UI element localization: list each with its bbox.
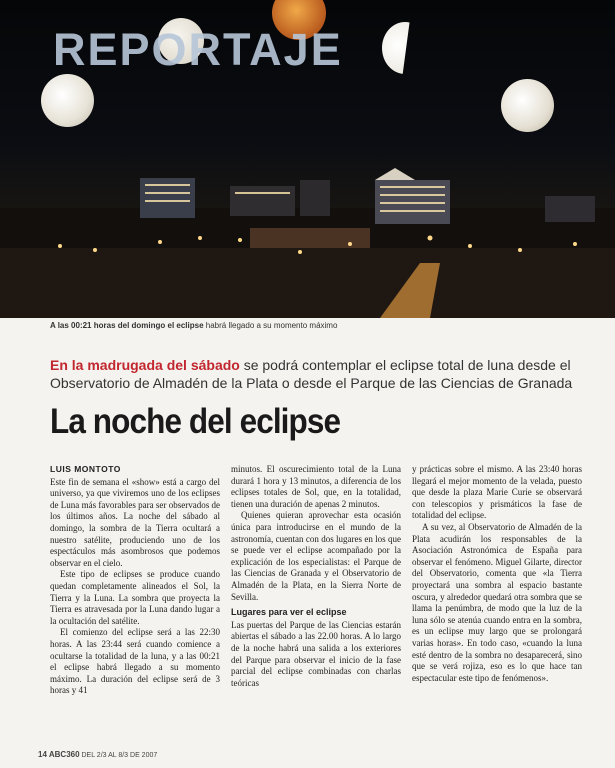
issue-dates: DEL 2/3 AL 8/3 DE 2007 (81, 752, 158, 759)
paragraph: Este tipo de eclipses se produce cuando quedan completamente alineados el Sol, la Tierra y la Luna. La sombra que proyecta la Tierra es atravesada por la Luna dando lugar a la ocultación del satélite. (50, 569, 220, 626)
body-column-2 (231, 464, 401, 689)
paragraph: Las puertas del Parque de las Ciencias estarán abiertas el sábado a las 22.00 horas. A lo largo de la noche habrá una salida a los exteriores del Parque para observar el inicio de la fase parcial del eclipse combinadas con charlas teóricas (231, 619, 401, 688)
night-city-photo (0, 0, 615, 318)
section-tag: REPORTAJE (53, 24, 343, 75)
paragraph: y prácticas sobre el mismo. A las 23:40 horas llegará el mejor momento de la velada, puesto que desde la plaza Marie Curie se observará con telescopios y prismáticos la fase de totalidad del eclipse. (412, 464, 582, 521)
photo-caption-rest: habrá llegado a su momento máximo (205, 321, 338, 330)
photo-caption (50, 321, 337, 330)
paragraph: Este fin de semana el «show» está a cargo del universo, ya que viviremos uno de los eclipses de Luna más favorables para ser observados de los últimos años. La noche del sábado al domingo, la sombra de la Tierra ocultará a nuestro satélite, produciendo uno de los espectáculos más asombrosos que podemos observar en el cielo. (50, 476, 220, 568)
body-column-1 (50, 464, 220, 697)
subhead-rest: se podrá contemplar el eclipse total de luna desde el Observatorio de Almadén de la Plata o desde el Parque de las Ciencias de Granada (50, 357, 573, 391)
moon-crescent (382, 22, 428, 74)
paragraph: minutos. El oscurecimiento total de la Luna durará 1 hora y 13 minutos, a diferencia de los eclipses totales de Sol, que, en la totalidad, tienen una duración de apenas 2 minutos. (231, 464, 401, 509)
author-byline: LUIS MONTOTO (50, 464, 121, 474)
section-heading: Lugares para ver el eclipse (231, 607, 347, 618)
paragraph: A su vez, al Observatorio de Almadén de la Plata acudirán los responsables de la Asociación Astronómica de España para observar el fenómeno. Miguel Gilarte, director del Observatorio, comenta que «la Tierra proyectará una sombra al espacio bastante oscura, y alrededor quedará otra sombra que se llama la penúmbra, de modo que la luz de la luna sólo se atenúa cuando entra en la sombra, es un eclipse muy largo que se prolongará varias horas». En todo caso, «cuando la luna esté dentro de la sombra no desaparecerá, sino que se verá rojiza, eso es lo que hace tan espectacular este tipo de fenómenos». (412, 521, 582, 683)
subheadline (50, 356, 590, 392)
article-headline: La noche del eclipse (50, 402, 341, 441)
subhead-lead: En la madrugada del sábado (50, 357, 240, 373)
page-footer (38, 750, 157, 759)
page-number: 14 (38, 750, 47, 759)
paragraph: El comienzo del eclipse será a las 22:30 horas. A las 23:44 será cuando comience a ocultarse la totalidad de la luna, y a las 00:21 el eclipse habrá llegado a su momento máximo. La duración del eclipse será de 3 horas y 41 (50, 627, 220, 696)
moon-full-left (41, 74, 94, 127)
moon-full-right (501, 79, 554, 132)
body-column-3 (412, 464, 582, 684)
publication-brand: ABC360 (48, 750, 80, 759)
photo-caption-bold: A las 00:21 horas del domingo el eclipse (50, 321, 204, 330)
city-skyline (0, 168, 615, 318)
article-body (50, 464, 585, 734)
paragraph: Quienes quieran aprovechar esta ocasión única para introducirse en el mundo de la astronomía, cuentan con dos lugares en los que se puede ver el eclipse acompañado por la explicación de los especialistas: el Parque de las Ciencias de Granada y el Observatorio de Almadén de la Plata, en la Sierra Norte de Sevilla. (231, 510, 401, 602)
